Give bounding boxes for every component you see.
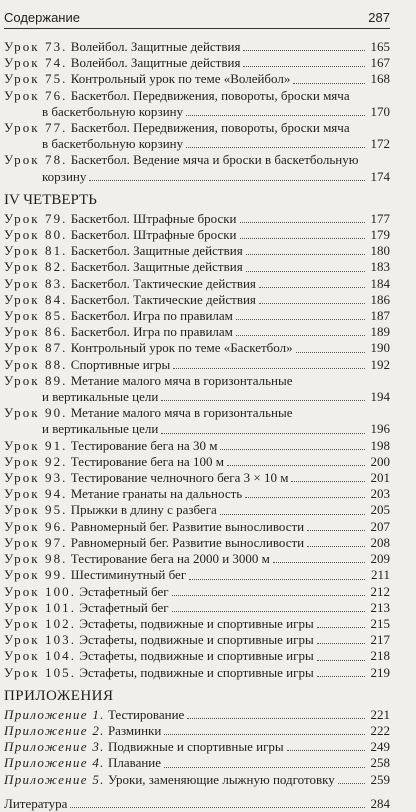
toc-entry-page: 194	[370, 389, 390, 405]
appendix-title: ПРИЛОЖЕНИЯ	[4, 687, 114, 704]
toc-entry-page: 249	[370, 739, 390, 755]
dot-leader	[245, 497, 365, 498]
toc-entry-text-cont: и вертикальные цели	[42, 421, 159, 437]
toc-entry-page: 211	[370, 567, 390, 583]
toc-entry-label: Урок 99.	[4, 567, 68, 583]
dot-leader	[236, 335, 365, 336]
toc-entry-text: Эстафеты, подвижные и спортивные игры	[79, 632, 314, 648]
toc-entry-text: Баскетбол. Передвижения, повороты, броски мяча	[70, 120, 350, 136]
dot-leader	[220, 514, 365, 515]
toc-entry-page: 184	[370, 275, 390, 291]
toc-entry-page: 222	[370, 722, 390, 738]
dot-leader	[287, 750, 365, 751]
toc-entry-label: Урок 103.	[4, 632, 77, 648]
toc-entry-page: 192	[370, 356, 390, 372]
toc-entry-text: Эстафеты, подвижные и спортивные игры	[79, 664, 314, 680]
toc-entry[interactable]	[4, 600, 390, 616]
toc-entry-text: Плавание	[107, 755, 162, 771]
toc-entry[interactable]	[4, 152, 390, 168]
dot-leader	[291, 481, 365, 482]
toc-entry[interactable]	[4, 227, 390, 243]
dot-leader	[70, 807, 365, 808]
toc-entry-page: 284	[370, 795, 390, 811]
dot-leader	[296, 352, 365, 353]
toc-entry-page: 200	[370, 453, 390, 469]
toc-entry-label: Урок 95.	[4, 502, 68, 518]
toc-entry-page: 183	[370, 259, 390, 275]
dot-leader	[243, 66, 365, 67]
dot-leader	[161, 400, 365, 401]
toc-entry[interactable]	[4, 308, 390, 324]
toc-entry-label: Урок 102.	[4, 615, 77, 631]
dot-leader	[243, 50, 365, 51]
toc-entry-label: Урок 89.	[4, 372, 68, 388]
toc-entry-label: Урок 77.	[4, 120, 68, 136]
toc-entry-text: Контрольный урок по теме «Баскетбол»	[70, 340, 293, 356]
dot-leader	[259, 303, 365, 304]
dot-leader	[161, 433, 365, 434]
dot-leader	[317, 643, 365, 644]
toc-entry-page: 213	[370, 599, 390, 615]
toc-entry-text: Баскетбол. Игра по правилам	[70, 324, 233, 340]
toc-entry-text: Эстафетный бег	[79, 583, 169, 599]
toc-entry-continuation[interactable]	[4, 136, 390, 152]
toc-entry-label: Урок 81.	[4, 243, 68, 259]
header-page-number: 287	[368, 10, 390, 25]
toc-entry-label: Урок 75.	[4, 71, 68, 87]
toc-entry-text: Баскетбол. Защитные действия	[70, 243, 243, 259]
dot-leader	[240, 238, 366, 239]
dot-leader	[307, 546, 365, 547]
toc-entry-page: 209	[370, 551, 390, 567]
toc-entry-page: 180	[370, 243, 390, 259]
toc-entry-page: 207	[370, 518, 390, 534]
dot-leader	[240, 222, 366, 223]
toc-entry[interactable]	[4, 648, 390, 664]
dot-leader	[246, 254, 365, 255]
toc-entry[interactable]	[4, 486, 390, 502]
toc-entry[interactable]	[4, 292, 390, 308]
toc-entry[interactable]	[4, 470, 390, 486]
toc-entry-label: Урок 76.	[4, 87, 68, 103]
toc-entry-page: 212	[370, 583, 390, 599]
toc-appendix-list	[4, 707, 390, 788]
dot-leader	[173, 368, 365, 369]
toc-entry-text: Баскетбол. Тактические действия	[70, 291, 256, 307]
dot-leader	[307, 530, 365, 531]
dot-leader	[164, 734, 365, 735]
toc-entry-continuation[interactable]	[4, 421, 390, 437]
toc-entry[interactable]	[4, 616, 390, 632]
toc-entry-label: Урок 87.	[4, 340, 68, 356]
toc-entry[interactable]	[4, 243, 390, 259]
toc-entry[interactable]	[4, 519, 390, 535]
toc-entry-text: Баскетбол. Защитные действия	[70, 259, 243, 275]
toc-entry[interactable]	[4, 120, 390, 136]
dot-leader	[273, 562, 365, 563]
toc-entry-text: Тестирование челночного бега 3 × 10 м	[70, 470, 289, 486]
dot-leader	[259, 287, 365, 288]
dot-leader	[236, 319, 365, 320]
dot-leader	[317, 627, 365, 628]
toc-entry-label: Урок 86.	[4, 324, 68, 340]
dot-leader	[186, 115, 365, 116]
toc-entry-page: 174	[370, 168, 390, 184]
toc-entry-text: Метание гранаты на дальность	[70, 486, 243, 502]
toc-entry-text: Баскетбол. Ведение мяча и броски в баскетбольную	[70, 152, 359, 168]
toc-entry[interactable]	[4, 632, 390, 648]
dot-leader	[186, 147, 365, 148]
toc-entry-text: Эстафеты, подвижные и спортивные игры	[79, 648, 314, 664]
toc-entry[interactable]	[4, 405, 390, 421]
toc-entry[interactable]	[4, 454, 390, 470]
dot-leader	[227, 465, 365, 466]
toc-entry[interactable]	[4, 567, 390, 583]
toc-entry-label: Урок 91.	[4, 437, 68, 453]
toc-entry-appendix[interactable]	[4, 707, 390, 723]
toc-entry-text: Контрольный урок по теме «Волейбол»	[70, 71, 291, 87]
toc-entry-page: 217	[370, 632, 390, 648]
toc-entry-text: Эстафетный бег	[79, 599, 169, 615]
toc-entry-label: Приложение 3.	[4, 739, 105, 755]
toc-entry[interactable]	[4, 665, 390, 681]
toc-entry-text: Спортивные игры	[70, 356, 171, 372]
toc-entry-page: 208	[370, 534, 390, 550]
toc-entry-text-cont: корзину	[42, 168, 87, 184]
dot-leader	[246, 271, 365, 272]
toc-entry-page: 219	[370, 664, 390, 680]
toc-lessons-quarter-4	[4, 211, 390, 681]
toc-entry-text: Уроки, заменяющие лыжную подготовку	[107, 771, 335, 787]
toc-entry-page: 172	[370, 136, 390, 152]
toc-entry-page: 179	[370, 227, 390, 243]
running-header	[4, 0, 390, 29]
toc-entry[interactable]	[4, 39, 390, 55]
toc-entry-text: Баскетбол. Игра по правилам	[70, 308, 233, 324]
toc-entry-page: 205	[370, 502, 390, 518]
toc-entry[interactable]	[4, 276, 390, 292]
toc-entry-continuation[interactable]	[4, 389, 390, 405]
toc-entry[interactable]	[4, 438, 390, 454]
toc-entry-label: Урок 96.	[4, 518, 68, 534]
toc-entry-label: Приложение 2.	[4, 722, 105, 738]
toc-entry-text: Баскетбол. Штрафные броски	[70, 227, 237, 243]
toc-lessons-quarter-3	[4, 39, 390, 185]
toc-entry-text: Шестиминутный бег	[70, 567, 187, 583]
toc-entry-page: 258	[370, 755, 390, 771]
toc-entry-page: 186	[370, 291, 390, 307]
dot-leader	[89, 180, 365, 181]
toc-entry-text-cont: в баскетбольную корзину	[42, 103, 184, 119]
toc-entry-page: 198	[370, 437, 390, 453]
toc-entry-label: Урок 73.	[4, 39, 68, 54]
toc-entry-text-cont: и вертикальные цели	[42, 389, 159, 405]
toc-entry-appendix[interactable]	[4, 723, 390, 739]
toc-entry-text: Эстафеты, подвижные и спортивные игры	[79, 615, 314, 631]
toc-entry-label: Урок 88.	[4, 356, 68, 372]
toc-entry-text: Тестирование бега на 30 м	[70, 437, 218, 453]
dot-leader	[293, 83, 365, 84]
toc-entry-page: 168	[370, 71, 390, 87]
toc-entry-text: Равномерный бег. Развитие выносливости	[70, 518, 305, 534]
toc-entry[interactable]	[4, 551, 390, 567]
toc-entry-label: Приложение 1.	[4, 706, 105, 722]
toc-entry[interactable]	[4, 357, 390, 373]
toc-entry-label: Урок 93.	[4, 470, 68, 486]
toc-entry-label: Урок 98.	[4, 551, 68, 567]
toc-entry[interactable]	[4, 502, 390, 518]
toc-entry-page: 218	[370, 648, 390, 664]
toc-entry-label: Урок 94.	[4, 486, 68, 502]
toc-entry-page: 165	[370, 39, 390, 54]
toc-entry[interactable]	[4, 340, 390, 356]
toc-entry-text: Баскетбол. Штрафные броски	[70, 210, 237, 226]
toc-entry-page: 201	[370, 470, 390, 486]
toc-entry-text: Прыжки в длину с разбега	[70, 502, 217, 518]
toc-entry-label: Урок 79.	[4, 210, 68, 226]
toc-entry-page: 167	[370, 55, 390, 71]
dot-leader	[317, 660, 365, 661]
toc-entry-page: 190	[370, 340, 390, 356]
toc-entry-page: 203	[370, 486, 390, 502]
toc-entry-page: 259	[370, 771, 390, 787]
toc-entry-label: Урок 104.	[4, 648, 77, 664]
toc-entry-label: Урок 85.	[4, 308, 68, 324]
toc-entry-label: Урок 83.	[4, 275, 68, 291]
toc-entry-page: 215	[370, 615, 390, 631]
toc-entry[interactable]	[4, 259, 390, 275]
toc-entry-text: Волейбол. Защитные действия	[70, 39, 241, 54]
toc-entry-text: Волейбол. Защитные действия	[70, 55, 241, 71]
dot-leader	[189, 579, 365, 580]
toc-entry-label: Урок 92.	[4, 453, 68, 469]
toc-entry-text: Равномерный бег. Развитие выносливости	[70, 534, 305, 550]
dot-leader	[338, 783, 365, 784]
dot-leader	[172, 595, 365, 596]
dot-leader	[172, 611, 365, 612]
toc-entry-text: Разминки	[107, 722, 162, 738]
toc-entry-label: Урок 80.	[4, 227, 68, 243]
toc-entry-appendix[interactable]	[4, 772, 390, 788]
toc-entry-text: Баскетбол. Передвижения, повороты, броски мяча	[70, 87, 350, 103]
toc-entry-label: Приложение 5.	[4, 771, 105, 787]
toc-entry-text: Тестирование	[107, 706, 185, 722]
toc-entry-label: Урок 101.	[4, 599, 77, 615]
toc-entry-label: Урок 82.	[4, 259, 68, 275]
toc-entry[interactable]	[4, 535, 390, 551]
toc-entry-label: Урок 97.	[4, 534, 68, 550]
dot-leader	[220, 449, 365, 450]
toc-entry-text: Тестирование бега на 100 м	[70, 453, 224, 469]
toc-entry-page: 177	[370, 210, 390, 226]
toc-entry-text-cont: в баскетбольную корзину	[42, 136, 184, 152]
toc-entry-continuation[interactable]	[4, 169, 390, 185]
toc-entry[interactable]	[4, 55, 390, 71]
dot-leader	[164, 767, 365, 768]
header-title: Содержание	[4, 10, 80, 25]
toc-entry-page: 221	[370, 706, 390, 722]
toc-entry-continuation[interactable]	[4, 104, 390, 120]
toc-entry[interactable]	[4, 71, 390, 87]
toc-entry-page: 189	[370, 324, 390, 340]
toc-entry-label: Урок 74.	[4, 55, 68, 71]
dot-leader	[317, 676, 365, 677]
toc-entry-label: Приложение 4.	[4, 755, 105, 771]
toc-entry-text: Баскетбол. Тактические действия	[70, 275, 256, 291]
toc-entry-appendix[interactable]	[4, 739, 390, 755]
toc-entry-literature[interactable]	[4, 796, 390, 812]
toc-entry-text: Литература	[4, 795, 68, 811]
toc-entry-text: Метание малого мяча в горизонтальные	[70, 405, 293, 421]
toc-entry-label: Урок 90.	[4, 405, 68, 421]
toc-entry-page: 187	[370, 308, 390, 324]
toc-entry-label: Урок 105.	[4, 664, 77, 680]
toc-entry[interactable]	[4, 88, 390, 104]
toc-entry-page: 196	[370, 421, 390, 437]
toc-entry[interactable]	[4, 584, 390, 600]
toc-entry[interactable]	[4, 373, 390, 389]
toc-entry-appendix[interactable]	[4, 755, 390, 771]
toc-entry[interactable]	[4, 324, 390, 340]
toc-entry-text: Тестирование бега на 2000 и 3000 м	[70, 551, 270, 567]
toc-entry[interactable]	[4, 211, 390, 227]
toc-entry-page: 170	[370, 103, 390, 119]
toc-entry-label: Урок 78.	[4, 152, 68, 168]
section-title-quarter-4: IV ЧЕТВЕРТЬ	[4, 191, 97, 208]
toc-entry-text: Метание малого мяча в горизонтальные	[70, 372, 293, 388]
dot-leader	[187, 718, 365, 719]
toc-entry-label: Урок 100.	[4, 583, 77, 599]
toc-entry-label: Урок 84.	[4, 291, 68, 307]
toc-entry-text: Подвижные и спортивные игры	[107, 739, 284, 755]
